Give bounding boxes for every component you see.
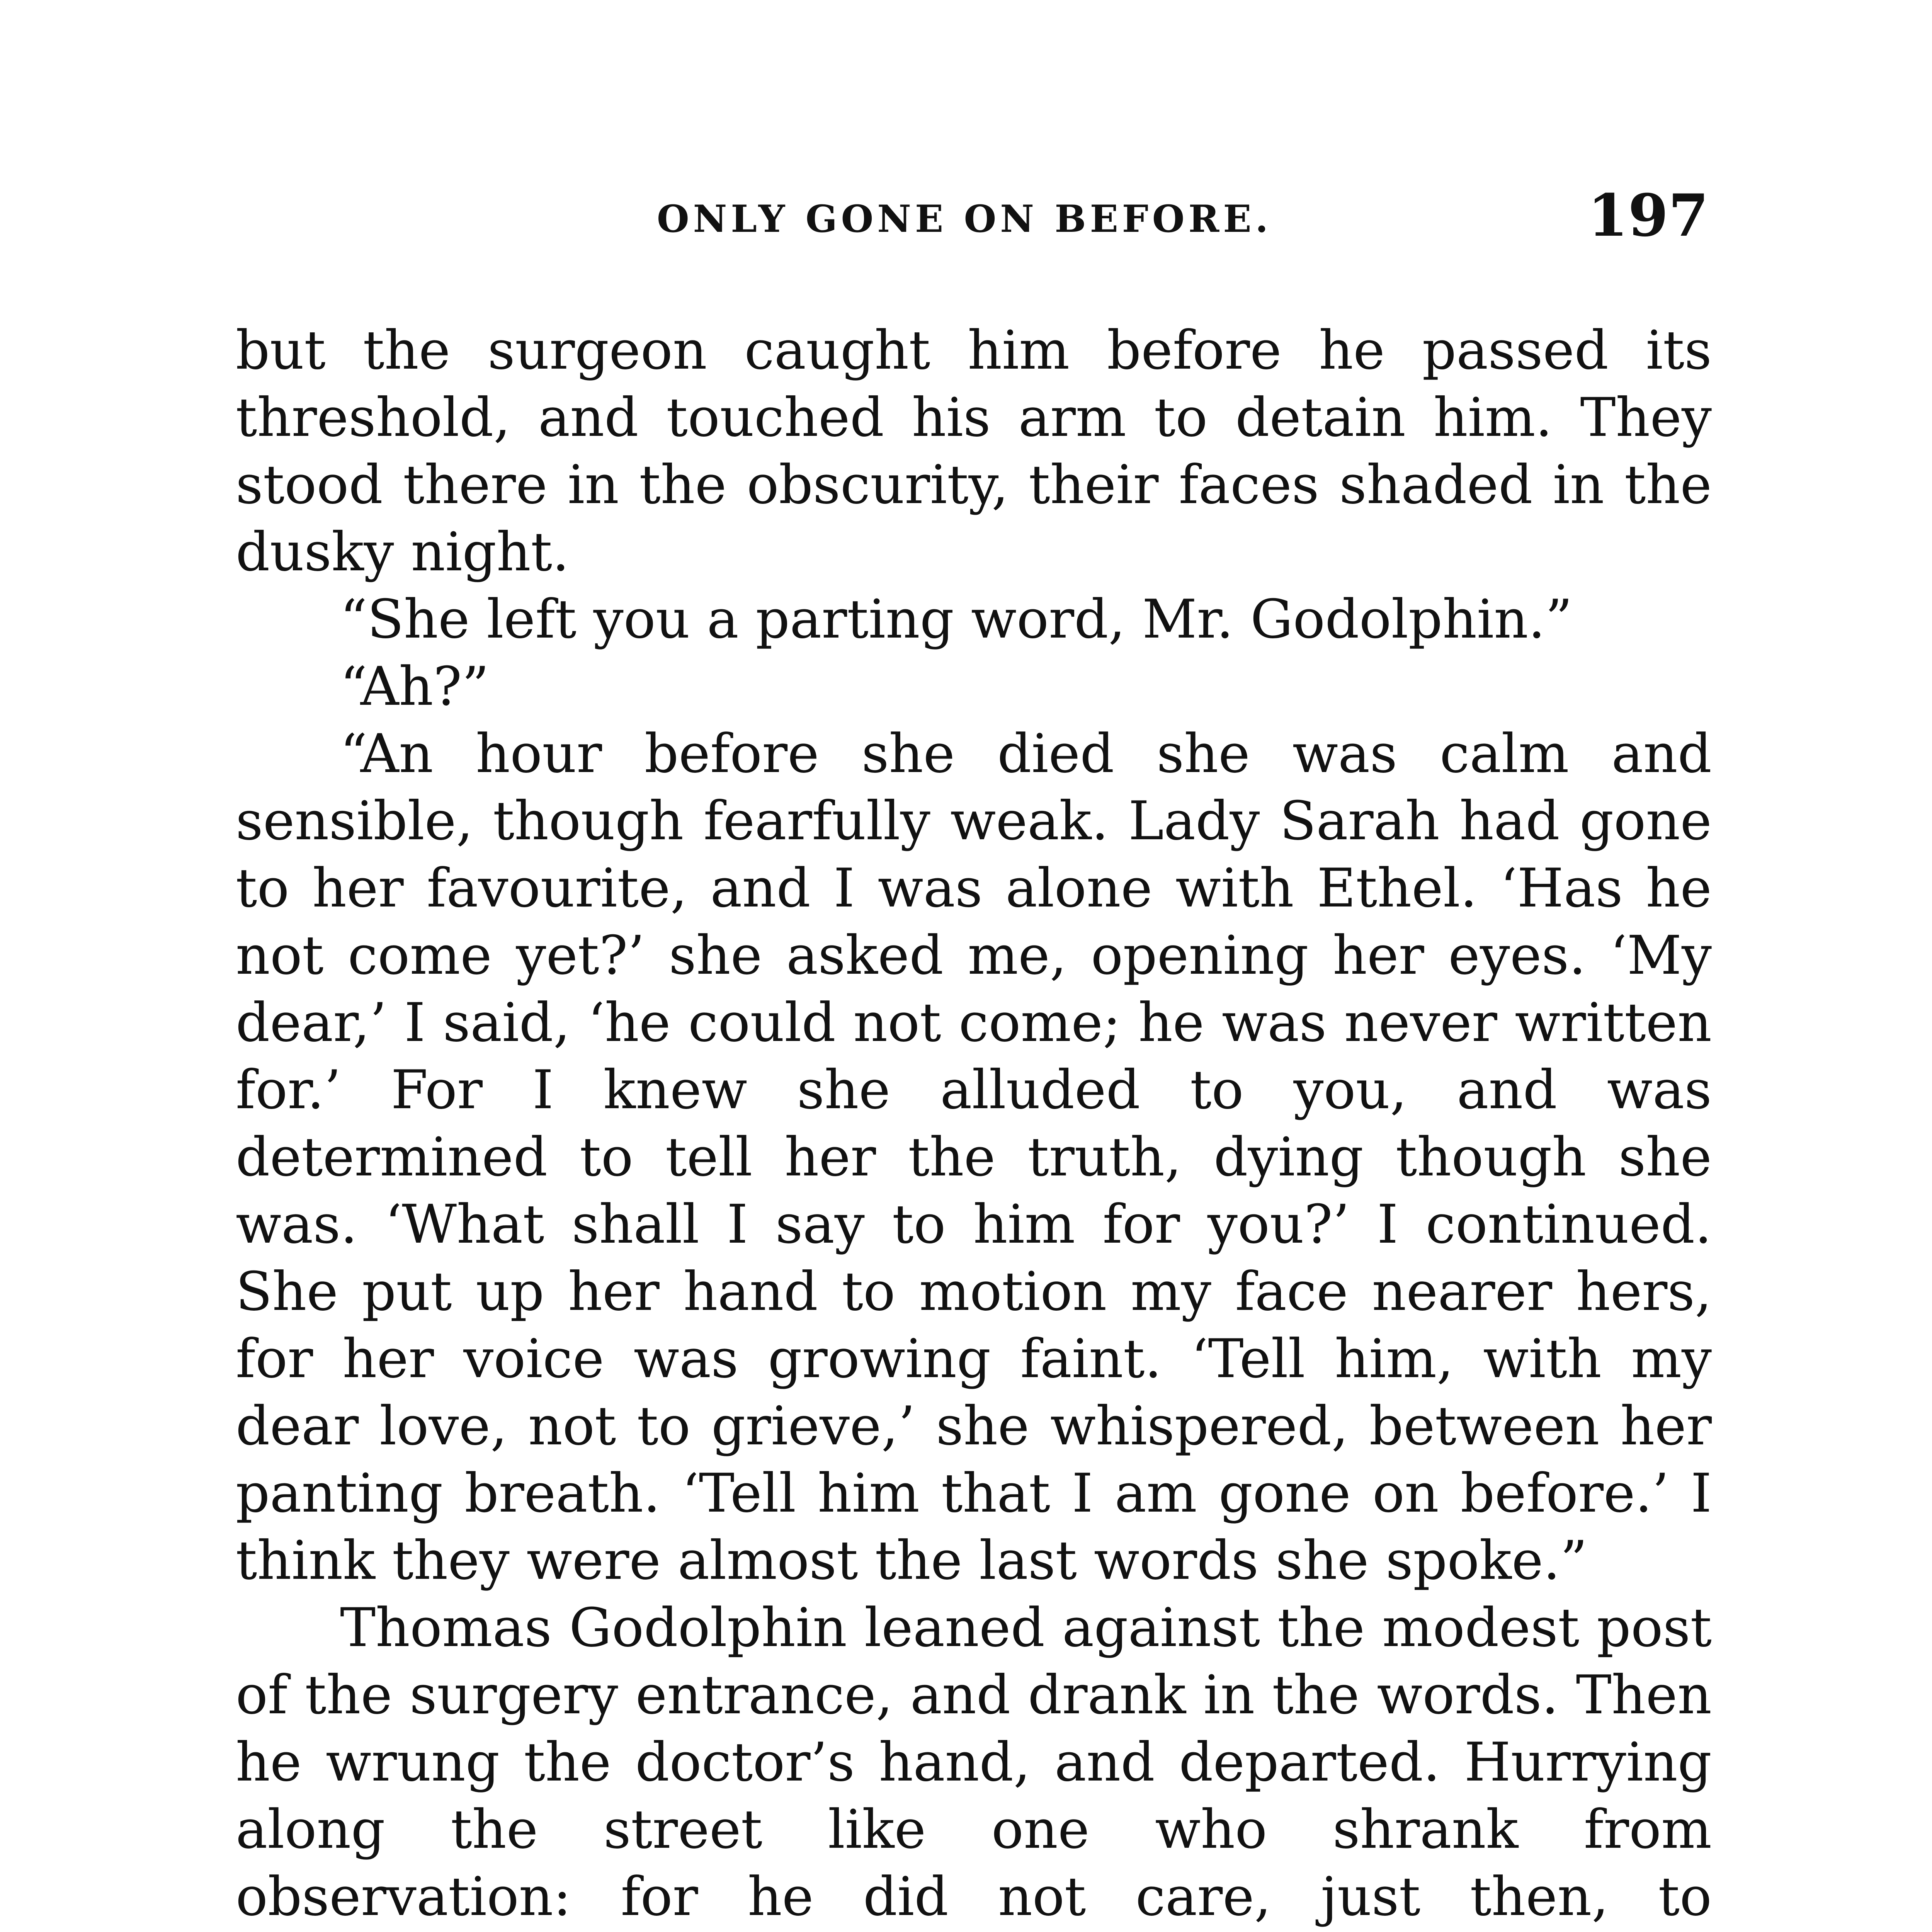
paragraph: “Ah?”: [340, 655, 489, 718]
body-text: [236, 317, 1712, 1932]
running-head: ONLY GONE ON BEFORE.: [657, 197, 1272, 241]
page-number: 197: [1587, 182, 1709, 250]
paragraph: “She left you a parting word, Mr. Godolphin.”: [340, 588, 1573, 650]
paragraph: Thomas Godolphin leaned against the modest post of the surgery entrance, and drank in the words. Then he wrung the doctor’s hand, and departed. Hurrying along the street like one who shrank from observation: for he did not care, just then, to: [236, 1597, 1712, 1928]
paragraph: but the surgeon caught him before he passed its threshold, and touched his arm to detain him. They stood there in the obscurity, their faces shaded in the dusky night.: [236, 319, 1712, 583]
paragraph: “An hour before she died she was calm and sensible, though fearfully weak. Lady Sarah had gone to her favourite, and I was alone with Ethel. ‘Has he not come yet?’ she asked me, opening her eyes. ‘My dear,’ I said, ‘he could not come; he was never written for.’ For I knew she alluded to you, and was determined to tell her the truth, dying though she was. ‘What shall I say to him for you?’ I continued. She put up her hand to motion my face nearer hers, for her voice was growing faint. ‘Tell him, with my dear love, not to grieve,’ she whispered, between her panting breath. ‘Tell him that I am gone on before.’ I think they were almost the last words she spoke.”: [236, 723, 1712, 1592]
